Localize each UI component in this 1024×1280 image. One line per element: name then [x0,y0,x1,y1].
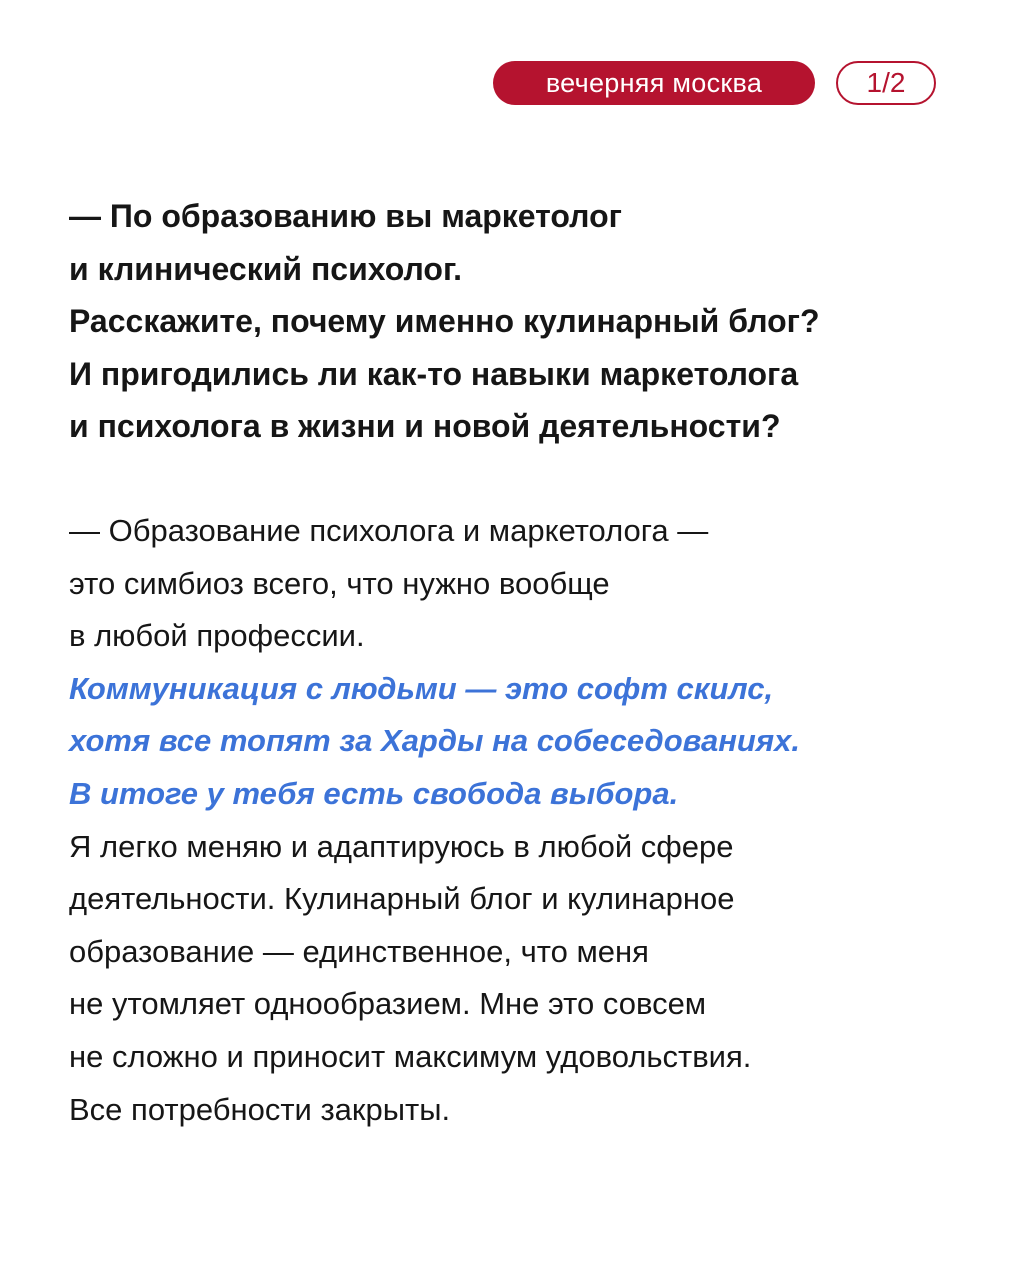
answer-highlight-line: Коммуникация с людьми — это софт скилс, [69,670,774,706]
answer-line: Все потребности закрыты. [69,1091,451,1127]
question-line: и клинический психолог. [69,250,462,287]
answer-line: в любой профессии. [69,618,365,654]
answer-highlight-line: В итоге у тебя есть свобода выбора. [69,775,679,811]
page-counter-label: 1/2 [866,67,906,98]
question-line: И пригодились ли как-то навыки маркетолога [69,355,799,392]
publication-badge-label: вечерняя москва [545,67,763,98]
answer-highlight-line: хотя все топят за Харды на собеседованиях. [69,723,800,759]
interview-answer [69,505,989,1136]
answer-line: деятельности. Кулинарный блог и кулинарное [69,881,735,917]
interview-question [69,190,989,453]
answer-line: не сложно и приносит максимум удовольствия. [69,1038,752,1074]
answer-line: это симбиоз всего, что нужно вообще [69,565,610,601]
question-line: и психолога в жизни и новой деятельности? [69,408,781,444]
answer-line: — Образование психолога и маркетолога — [69,513,709,548]
answer-line: не утомляет однообразием. Мне это совсем [69,986,707,1022]
page-counter [836,61,936,105]
answer-line: образование — единственное, что меня [69,933,649,969]
publication-badge [493,61,815,105]
question-line: — По образованию вы маркетолог [69,198,622,234]
question-line: Расскажите, почему именно кулинарный блог? [69,303,820,339]
answer-line: Я легко меняю и адаптируюсь в любой сфере [69,828,734,864]
